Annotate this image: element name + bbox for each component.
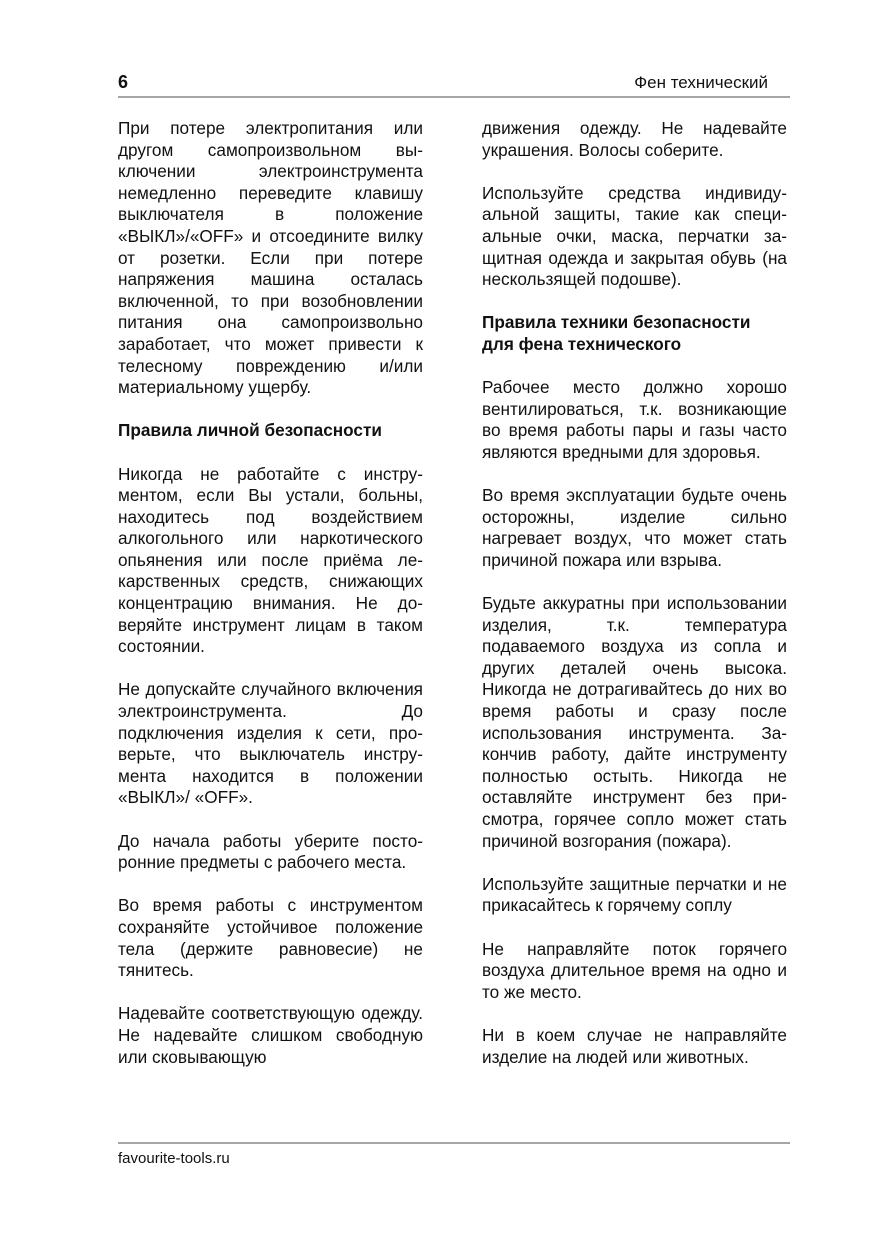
footer-site: favourite-tools.ru bbox=[118, 1150, 230, 1167]
right-column bbox=[482, 118, 787, 1068]
header-divider bbox=[118, 96, 790, 98]
document-title: Фен технический bbox=[634, 73, 768, 92]
paragraph-gloves: Используйте защитные перчатки и не прикасайтесь к горячему соплу bbox=[482, 873, 787, 916]
page-header bbox=[118, 72, 790, 96]
paragraph-power-loss: При потере электропитания или другом самопроизвольном выключении электроинструмента немедленно переведите клавишу выключателя в положение «ВЫКЛ»/«OFF» и отсоедините вилку от розетки. Если при потере напряжения машина осталась включенной, то при возобновлении питания она самопроизвольно заработает, что может привести к телесному повреждению и/или материальному ущербу. bbox=[118, 118, 423, 398]
paragraph-fire-risk: Во время эксплуатации будьте очень осторожны, изделие сильно нагревает воздух, что может стать причиной пожара или взрыва. bbox=[482, 485, 787, 570]
paragraph-clear-workplace: До начала работы уберите посторонние предметы с рабочего места. bbox=[118, 830, 423, 873]
footer-divider bbox=[118, 1142, 790, 1144]
paragraph-air-direction: Не направляйте поток горячего воздуха длительное время на одно и то же место. bbox=[482, 938, 787, 1002]
paragraph-clothing-cont: движения одежду. Не надевайте украшения. Волосы соберите. bbox=[482, 118, 787, 160]
paragraph-people-animals: Ни в коем случае не направляйте изделие на людей или животных. bbox=[482, 1024, 787, 1067]
paragraph-fatigue: Никогда не работайте с инструментом, если Вы устали, больны, находитесь под воздействием алкогольного или наркотического опьянения или после приёма лекарственных средств, снижающих концентрацию внимания. Не доверяйте инструмент лицам в таком состоянии. bbox=[118, 463, 423, 657]
heading-personal-safety: Правила личной безопасности bbox=[118, 420, 382, 441]
paragraph-hot-parts: Будьте аккуратны при использовании изделия, т.к. температура подаваемого воздуха из сопла и других деталей очень высока. Никогда не дотрагивайтесь до них во время работы и сразу после использования инструмента. Закончив работу, дайте инструменту полностью остыть. Никогда не оставляйте инструмент без присмотра, горячее сопло может стать причиной возгорания (пожара). bbox=[482, 593, 787, 851]
paragraph-clothing: Надевайте соответствующую одежду. Не надевайте слишком свободную или сковывающую bbox=[118, 1003, 423, 1067]
paragraph-stable-posture: Во время работы с инструментом сохраняйте устойчивое положение тела (держите равновесие) не тянитесь. bbox=[118, 895, 423, 981]
left-column bbox=[118, 118, 423, 1068]
paragraph-ventilation: Рабочее место должно хорошо вентилироваться, т.к. возникающие во время работы пары и газы часто являются вредными для здоровья. bbox=[482, 377, 787, 462]
paragraph-protective-equipment: Используйте средства индивидуальной защиты, такие как специальные очки, маска, перчатки защитная одежда и закрытая обувь (на нескользящей подошве). bbox=[482, 182, 787, 290]
paragraph-accidental-start: Не допускайте случайного включения электроинструмента. До подключения изделия к сети, проверьте, что выключатель инструмента находится в положении «ВЫКЛ»/ «OFF». bbox=[118, 679, 423, 808]
page-number: 6 bbox=[118, 72, 129, 92]
heading-heat-gun-safety: Правила техники безопасности для фена технического bbox=[482, 312, 751, 354]
